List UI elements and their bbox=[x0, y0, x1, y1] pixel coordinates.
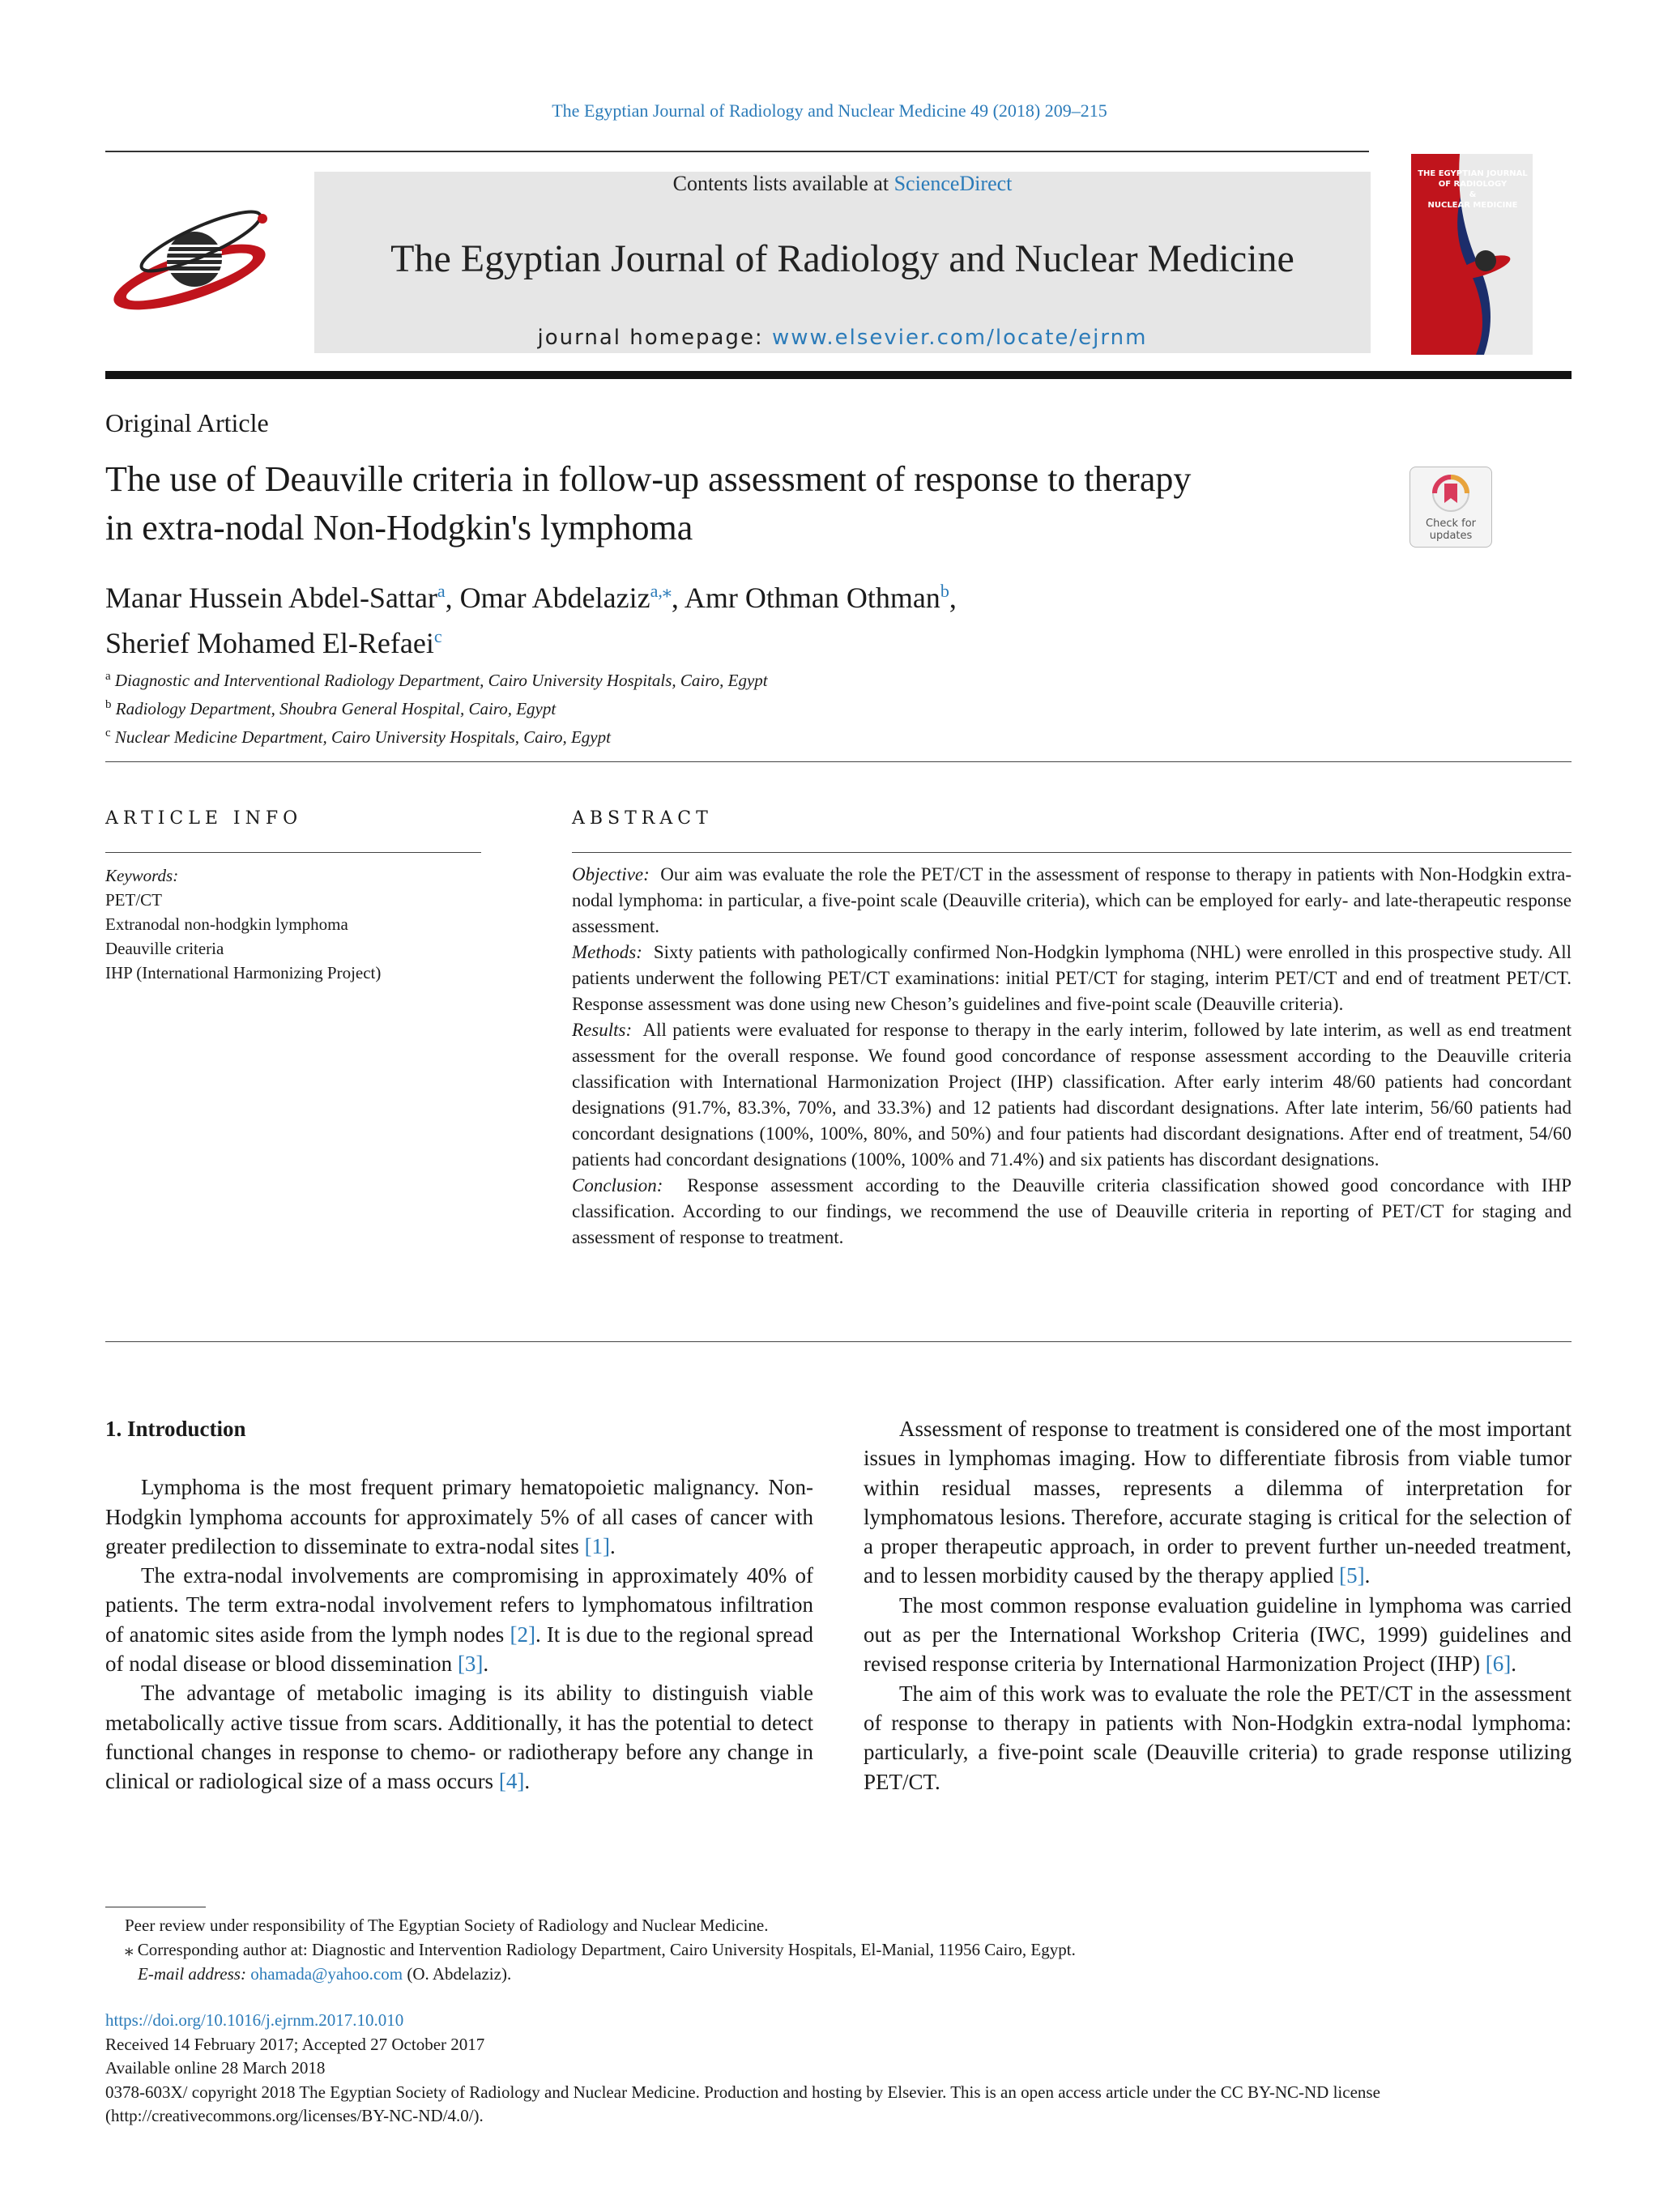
email-label: E-mail address: bbox=[138, 1964, 246, 1984]
sciencedirect-link[interactable]: ScienceDirect bbox=[893, 172, 1013, 195]
abstract-objective-label: Objective: bbox=[572, 864, 650, 884]
affiliation-mark: b bbox=[105, 698, 112, 711]
body-paragraph bbox=[105, 1678, 813, 1796]
body-paragraph bbox=[864, 1679, 1572, 1796]
keyword: Deauville criteria bbox=[105, 939, 224, 958]
abstract-objective-text: Our aim was evaluate the role the PET/CT in the assessment of response to therapy in patients with Non-Hodgkin extra-nodal lymphoma: in particular, a five-point scale (Deauville criteria), which can be employed for early- and late-therapeutic response assessment. bbox=[572, 864, 1572, 936]
paragraph-text: The advantage of metabolic imaging is its ability to distinguish viable metabolically active tissue from scars. Additionally, it has the potential to detect functional changes in response to chemo- or radiotherapy before any change in clinical or radiological size of a mass occurs bbox=[105, 1681, 813, 1794]
article-type: Original Article bbox=[105, 408, 269, 437]
paragraph-text: . bbox=[1364, 1563, 1371, 1588]
keyword: PET/CT bbox=[105, 890, 163, 910]
article-title-line1: The use of Deauville criteria in follow-up assessment of response to therapy bbox=[105, 459, 1192, 499]
reference-link[interactable]: [4] bbox=[498, 1769, 525, 1794]
paragraph-text: . bbox=[524, 1769, 531, 1794]
author-list bbox=[105, 572, 1320, 663]
author-separator: , bbox=[445, 582, 460, 614]
peer-review-note: Peer review under responsibility of The Egyptian Society of Radiology and Nuclear Medicine. bbox=[125, 1916, 769, 1935]
body-paragraph bbox=[864, 1591, 1572, 1679]
introduction-heading: 1. Introduction bbox=[105, 1417, 246, 1441]
abstract-methods bbox=[572, 940, 1572, 1017]
abstract-body bbox=[572, 862, 1572, 1251]
check-for-updates-button[interactable] bbox=[1410, 467, 1492, 548]
affiliation bbox=[105, 664, 768, 693]
header-rule bbox=[105, 151, 1369, 152]
affiliation bbox=[105, 693, 768, 721]
corresponding-text: Corresponding author at: Diagnostic and Intervention Radiology Department, Cairo University Hospitals, El-Manial, 11956 Cairo, Egypt. bbox=[137, 1940, 1076, 1959]
affiliation-text: Nuclear Medicine Department, Cairo University Hospitals, Cairo, Egypt bbox=[114, 727, 611, 747]
homepage-prefix: journal homepage: bbox=[537, 326, 772, 350]
body-paragraph bbox=[105, 1473, 813, 1561]
header-thick-rule bbox=[105, 371, 1572, 379]
body-column-right bbox=[864, 1414, 1572, 1796]
abstract-results-text: All patients were evaluated for response to therapy in the early interim, followed by late interim, as well as end treatment assessment for the overall response. We found good concordance of response assessment according to the Deauville criteria classification with International Harmonization Project (IHP) classification. After early interim 48/60 patients had concordant designations (91.7%, 83.3%, 70%, and 33.3%) and 12 patients had discordant designations. After late interim, 56/60 patients had concordant designations (100%, 100%, 80%, and 50%) and four patients had discordant designations. After end of treatment, 54/60 patients had concordant designations (100%, 100% and 71.4%) and six patients has discordant designations. bbox=[572, 1020, 1572, 1170]
author-affiliation-mark[interactable]: b bbox=[940, 581, 949, 601]
author-name: Manar Hussein Abdel-Sattar bbox=[105, 582, 437, 614]
available-date: Available online 28 March 2018 bbox=[105, 2058, 326, 2078]
abstract-objective bbox=[572, 862, 1572, 940]
journal-logo-icon bbox=[104, 209, 275, 316]
doi-link[interactable]: https://doi.org/10.1016/j.ejrnm.2017.10.010 bbox=[105, 2010, 404, 2030]
paragraph-text: Assessment of response to treatment is considered one of the most important issues in lymphomas imaging. How to differentiate fibrosis from viable tumor within residual masses, represents a dilemma of interpretation for lymphomatous lesions. Therefore, accurate staging is critical for the selection of a proper therapeutic approach, in order to prevent further un-needed treatment, and to lessen morbidity caused by the therapy applied bbox=[864, 1417, 1572, 1588]
abstract-methods-label: Methods: bbox=[572, 942, 642, 962]
section-divider bbox=[105, 1341, 1572, 1342]
affiliations bbox=[105, 664, 768, 749]
homepage-line bbox=[314, 326, 1371, 350]
homepage-link[interactable]: www.elsevier.com/locate/ejrnm bbox=[771, 326, 1148, 350]
cover-title-line3: & bbox=[1469, 190, 1477, 199]
paragraph-text: The most common response evaluation guideline in lymphoma was carried out as per the International Workshop Criteria (IWC, 1999) guidelines and revised response criteria by International Harmonization Project (IHP) bbox=[864, 1592, 1572, 1677]
abstract-conclusion bbox=[572, 1173, 1572, 1251]
affiliation-text: Diagnostic and Interventional Radiology Department, Cairo University Hospitals, Cairo, Egypt bbox=[114, 671, 768, 690]
bookmark-icon bbox=[1410, 467, 1491, 519]
body-paragraph bbox=[864, 1414, 1572, 1591]
article-meta bbox=[105, 2009, 1572, 2129]
cover-title-line1: THE EGYPTIAN JOURNAL bbox=[1418, 169, 1528, 178]
journal-cover[interactable] bbox=[1411, 154, 1533, 355]
body-paragraph bbox=[105, 1561, 813, 1678]
paragraph-text: . It is due to the regional spread of nodal disease or blood dissemination bbox=[105, 1622, 814, 1677]
author-affiliation-mark[interactable]: a bbox=[437, 581, 446, 601]
email-link[interactable]: ohamada@yahoo.com bbox=[250, 1964, 403, 1984]
article-title-line2: in extra-nodal Non-Hodgkin's lymphoma bbox=[105, 508, 693, 548]
reference-link[interactable]: [5] bbox=[1339, 1563, 1365, 1588]
contents-prefix: Contents lists available at bbox=[672, 172, 894, 195]
corresponding-mark: ⁎ bbox=[125, 1940, 134, 1959]
keywords-label: Keywords: bbox=[105, 866, 179, 885]
paragraph-text: Lymphoma is the most frequent primary hematopoietic malignancy. Non-Hodgkin lymphoma accounts for approximately 5% of all cases of cancer with greater predilection to disseminate to extra-nodal sites bbox=[105, 1475, 813, 1558]
paragraph-text: . bbox=[610, 1533, 616, 1558]
abstract-conclusion-label: Conclusion: bbox=[572, 1175, 663, 1196]
paragraph-text: The aim of this work was to evaluate the role the PET/CT in the assessment of response to therapy in patients with Non-Hodgkin extra-nodal lymphoma: particularly, a five-point scale (Deauville criteria) to grade response utilizing PET/CT. bbox=[864, 1681, 1572, 1794]
contents-line bbox=[314, 172, 1371, 196]
corresponding-author-note bbox=[105, 1937, 1572, 1962]
reference-link[interactable]: [1] bbox=[584, 1533, 611, 1558]
journal-title: The Egyptian Journal of Radiology and Nuclear Medicine bbox=[390, 237, 1294, 280]
affiliation bbox=[105, 721, 768, 749]
affiliation-mark: c bbox=[105, 727, 111, 739]
paragraph-text: . bbox=[483, 1652, 489, 1677]
abstract-rule bbox=[572, 852, 1572, 853]
author-separator: , bbox=[949, 582, 957, 614]
abstract-results bbox=[572, 1017, 1572, 1173]
keyword: Extranodal non-hodgkin lymphoma bbox=[105, 914, 348, 934]
paragraph-text: The extra-nodal involvements are compromising in approximately 40% of patients. The term extra-nodal involvement refers to lymphomatous infiltration of anatomic sites aside from the lymph nodes bbox=[105, 1563, 813, 1647]
keywords-block bbox=[105, 863, 381, 985]
author-affiliation-mark[interactable]: a,⁎ bbox=[650, 581, 672, 601]
journal-reference[interactable]: The Egyptian Journal of Radiology and Nuclear Medicine 49 (2018) 209–215 bbox=[552, 100, 1107, 121]
cover-title-line2: OF RADIOLOGY bbox=[1438, 180, 1508, 189]
paragraph-text: . bbox=[1511, 1652, 1516, 1677]
author-name: Amr Othman Othman bbox=[684, 582, 940, 614]
copyright-notice: 0378-603X/ copyright 2018 The Egyptian Society of Radiology and Nuclear Medicine. Production and hosting by Elsevier. This is an open access article under the CC BY-NC-ND license (http://creativecommons.org/licenses/BY-NC-ND/4.0/). bbox=[105, 2082, 1380, 2125]
footnotes bbox=[105, 1913, 1572, 1986]
email-owner: (O. Abdelaziz). bbox=[403, 1964, 512, 1984]
cover-title-line4: NUCLEAR MEDICINE bbox=[1427, 201, 1518, 210]
email-note bbox=[105, 1962, 1572, 1986]
check-badge-line1: Check for bbox=[1426, 518, 1476, 530]
reference-link[interactable]: [6] bbox=[1485, 1652, 1512, 1677]
body-column-left bbox=[105, 1414, 813, 1796]
author-separator: , bbox=[671, 582, 684, 614]
abstract-conclusion-text: Response assessment according to the Deauville criteria classification showed good concordance with IHP classification. According to our findings, we recommend the use of Deauville criteria in reporting of PET/CT for staging and assessment of response to treatment. bbox=[572, 1175, 1572, 1247]
abstract-heading: ABSTRACT bbox=[572, 808, 713, 829]
reference-link[interactable]: [3] bbox=[457, 1652, 484, 1677]
reference-link[interactable]: [2] bbox=[510, 1622, 535, 1647]
author-name: Omar Abdelaziz bbox=[459, 582, 650, 614]
article-title bbox=[105, 455, 1401, 552]
received-dates: Received 14 February 2017; Accepted 27 October 2017 bbox=[105, 2034, 485, 2054]
check-badge-line2: updates bbox=[1429, 530, 1473, 542]
affiliation-text: Radiology Department, Shoubra General Hospital, Cairo, Egypt bbox=[115, 699, 557, 718]
author-affiliation-mark[interactable]: c bbox=[433, 626, 442, 646]
affiliation-mark: a bbox=[105, 670, 111, 683]
author-name: Sherief Mohamed El-Refaei bbox=[105, 627, 434, 659]
section-divider bbox=[105, 761, 1572, 762]
abstract-methods-text: Sixty patients with pathologically confirmed Non-Hodgkin lymphoma (NHL) were enrolled in this prospective study. All patients underwent the following PET/CT examinations: initial PET/CT for staging, interim PET/CT and end of treatment PET/CT. Response assessment was done using new Cheson’s guidelines and five-point scale (Deauville criteria). bbox=[572, 942, 1572, 1014]
article-info-rule bbox=[105, 852, 481, 853]
abstract-results-label: Results: bbox=[572, 1020, 633, 1040]
keyword: IHP (International Harmonizing Project) bbox=[105, 963, 382, 982]
article-info-heading: ARTICLE INFO bbox=[105, 808, 303, 829]
